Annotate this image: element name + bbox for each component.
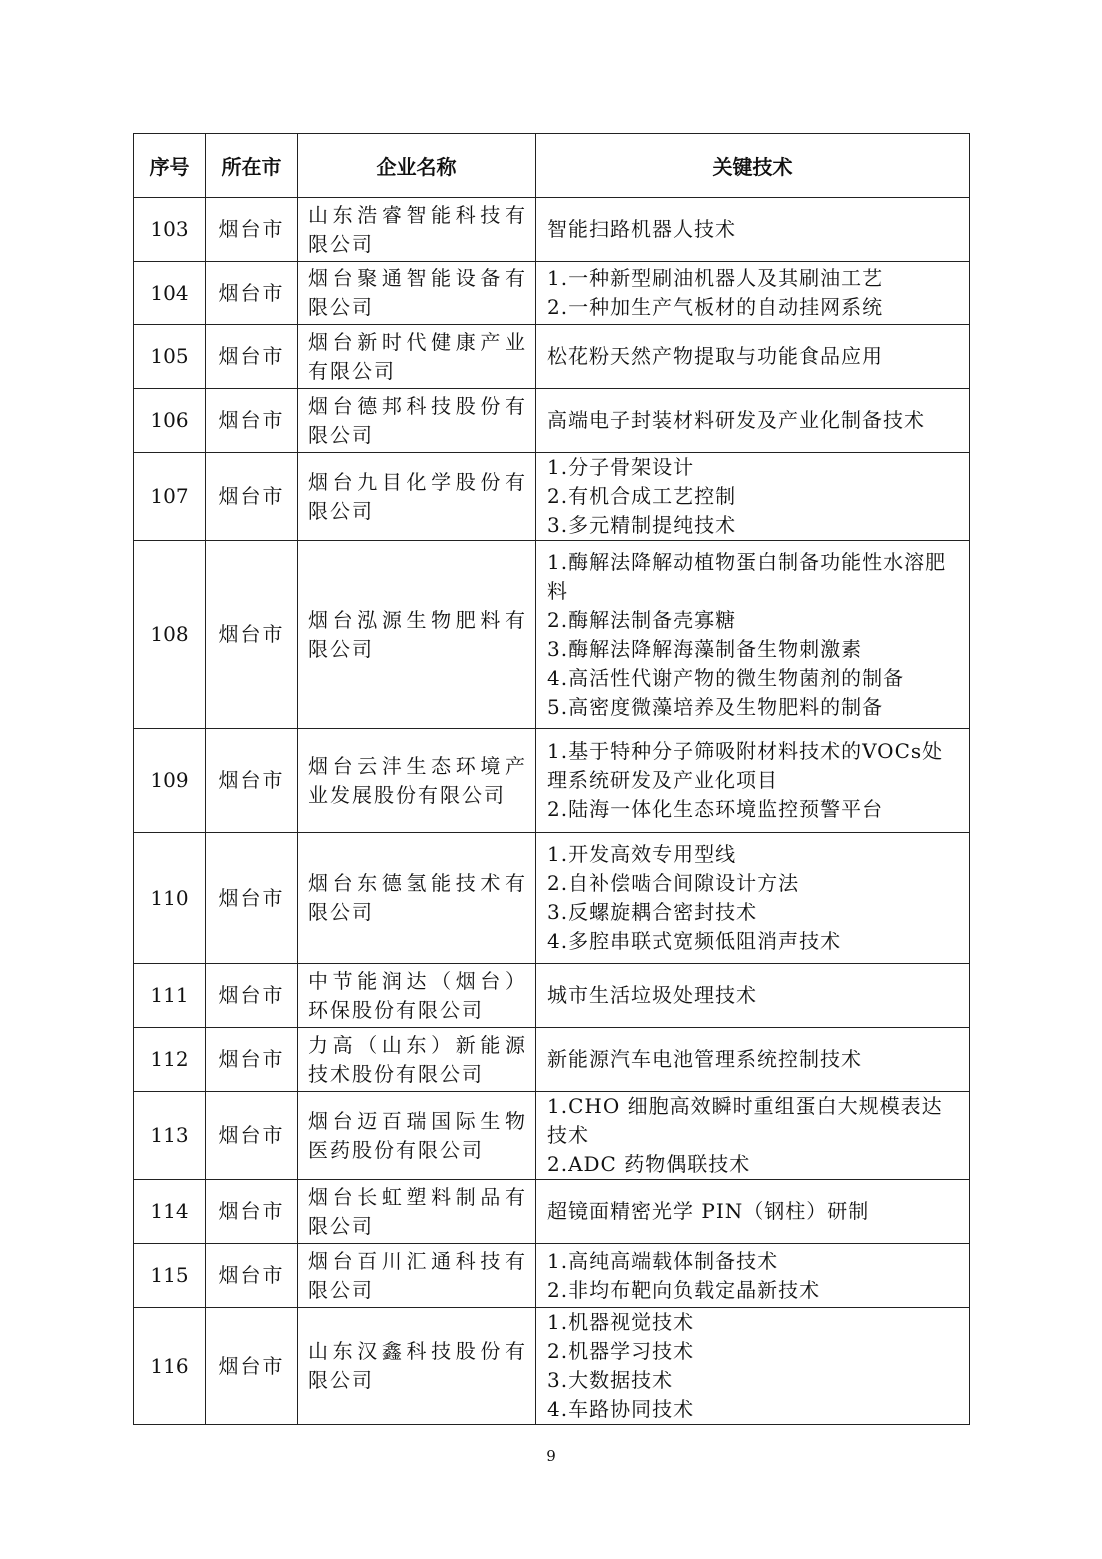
table-row <box>134 1028 970 1092</box>
row-company-name: 烟台泓源生物肥料有限公司 <box>308 607 527 661</box>
row-company-name: 烟台长虹塑料制品有限公司 <box>308 1184 527 1238</box>
row-key-tech-cell <box>536 1092 970 1180</box>
row-company-cell <box>298 325 536 389</box>
header-serial: 序号 <box>134 134 206 198</box>
row-company-name: 山东汉鑫科技股份有限公司 <box>308 1339 527 1392</box>
key-tech-item: 1.分子骨架设计 <box>547 455 695 479</box>
row-city: 烟台市 <box>206 541 298 729</box>
row-company-name: 烟台聚通智能设备有限公司 <box>308 266 527 319</box>
row-city: 烟台市 <box>206 198 298 262</box>
row-city: 烟台市 <box>206 1028 298 1092</box>
row-company-cell <box>298 964 536 1028</box>
key-tech-item: 2.自补偿啮合间隙设计方法 <box>547 871 800 895</box>
row-key-tech-cell <box>536 1180 970 1244</box>
key-tech-item: 超镜面精密光学 PIN（钢柱）研制 <box>547 1199 870 1223</box>
row-serial-number: 108 <box>134 541 206 729</box>
row-serial-number: 115 <box>134 1244 206 1308</box>
key-tech-item: 1.基于特种分子筛吸附材料技术的VOCs处理系统研发及产业化项目 <box>547 739 944 792</box>
row-city: 烟台市 <box>206 1244 298 1308</box>
table-row <box>134 964 970 1028</box>
row-serial-number: 103 <box>134 198 206 262</box>
key-tech-item: 5.高密度微藻培养及生物肥料的制备 <box>547 694 884 719</box>
row-company-name: 烟台迈百瑞国际生物医药股份有限公司 <box>308 1108 527 1162</box>
key-tech-item: 2.ADC 药物偶联技术 <box>547 1152 751 1176</box>
page-number: 9 <box>546 1447 556 1465</box>
table-row <box>134 389 970 453</box>
row-city: 烟台市 <box>206 729 298 833</box>
row-company-name: 烟台东德氢能技术有限公司 <box>308 871 527 924</box>
row-city: 烟台市 <box>206 1180 298 1244</box>
row-company-cell <box>298 389 536 453</box>
row-company-cell <box>298 1244 536 1308</box>
row-company-name: 中节能润达（烟台）环保股份有限公司 <box>308 968 527 1022</box>
row-company-cell <box>298 198 536 262</box>
row-serial-number: 109 <box>134 729 206 833</box>
row-key-tech-cell <box>536 325 970 389</box>
row-key-tech-cell <box>536 964 970 1028</box>
row-key-tech-cell <box>536 389 970 453</box>
table-body <box>134 198 970 1425</box>
key-tech-item: 1.CHO 细胞高效瞬时重组蛋白大规模表达技术 <box>547 1094 943 1147</box>
enterprise-tech-table <box>133 133 970 1425</box>
row-city: 烟台市 <box>206 1308 298 1425</box>
table-row <box>134 1180 970 1244</box>
table-row <box>134 1244 970 1308</box>
row-city: 烟台市 <box>206 453 298 541</box>
row-company-cell <box>298 541 536 729</box>
row-key-tech-cell <box>536 1308 970 1425</box>
key-tech-item: 4.多腔串联式宽频低阻消声技术 <box>547 929 842 953</box>
row-city: 烟台市 <box>206 833 298 964</box>
table-header-row <box>134 134 970 198</box>
row-key-tech-cell <box>536 1028 970 1092</box>
row-company-cell <box>298 262 536 325</box>
table-row <box>134 833 970 964</box>
row-city: 烟台市 <box>206 964 298 1028</box>
key-tech-item: 2.机器学习技术 <box>547 1339 695 1363</box>
table-row <box>134 1308 970 1425</box>
row-city: 烟台市 <box>206 262 298 325</box>
key-tech-item: 新能源汽车电池管理系统控制技术 <box>547 1047 862 1071</box>
table-row <box>134 1092 970 1180</box>
key-tech-item: 2.陆海一体化生态环境监控预警平台 <box>547 797 884 821</box>
key-tech-item: 1.高纯高端载体制备技术 <box>547 1248 779 1273</box>
key-tech-item: 2.有机合成工艺控制 <box>547 484 737 508</box>
key-tech-item: 城市生活垃圾处理技术 <box>547 983 757 1007</box>
row-company-name: 烟台德邦科技股份有限公司 <box>308 393 527 447</box>
row-company-cell <box>298 1308 536 1425</box>
key-tech-item: 1.酶解法降解动植物蛋白制备功能性水溶肥料 <box>547 549 947 603</box>
key-tech-item: 2.一种加生产气板材的自动挂网系统 <box>547 295 884 319</box>
row-company-name: 烟台九目化学股份有限公司 <box>308 469 527 523</box>
key-tech-item: 1.机器视觉技术 <box>547 1310 695 1334</box>
key-tech-item: 3.多元精制提纯技术 <box>547 513 737 537</box>
key-tech-item: 松花粉天然产物提取与功能食品应用 <box>547 344 883 368</box>
row-company-name: 烟台云沣生态环境产业发展股份有限公司 <box>308 753 527 807</box>
row-serial-number: 116 <box>134 1308 206 1425</box>
row-key-tech-cell <box>536 262 970 325</box>
row-company-name: 力高（山东）新能源技术股份有限公司 <box>308 1032 527 1086</box>
key-tech-item: 智能扫路机器人技术 <box>547 217 736 241</box>
key-tech-item: 3.酶解法降解海藻制备生物刺激素 <box>547 636 863 661</box>
row-city: 烟台市 <box>206 325 298 389</box>
key-tech-item: 3.反螺旋耦合密封技术 <box>547 900 758 924</box>
row-company-name: 烟台新时代健康产业有限公司 <box>308 329 527 383</box>
table-row <box>134 198 970 262</box>
row-city: 烟台市 <box>206 1092 298 1180</box>
table-row <box>134 262 970 325</box>
row-key-tech-cell <box>536 541 970 729</box>
row-key-tech-cell <box>536 729 970 833</box>
row-serial-number: 106 <box>134 389 206 453</box>
row-serial-number: 111 <box>134 964 206 1028</box>
table-row <box>134 729 970 833</box>
row-company-name: 烟台百川汇通科技有限公司 <box>308 1248 527 1302</box>
row-serial-number: 107 <box>134 453 206 541</box>
header-company: 企业名称 <box>298 134 536 198</box>
row-company-name: 山东浩睿智能科技有限公司 <box>308 202 527 256</box>
row-serial-number: 114 <box>134 1180 206 1244</box>
key-tech-item: 4.高活性代谢产物的微生物菌剂的制备 <box>547 665 905 690</box>
row-key-tech-cell <box>536 1244 970 1308</box>
row-company-cell <box>298 833 536 964</box>
row-serial-number: 105 <box>134 325 206 389</box>
row-key-tech-cell <box>536 198 970 262</box>
row-company-cell <box>298 1180 536 1244</box>
table-row <box>134 325 970 389</box>
header-city: 所在市 <box>206 134 298 198</box>
row-company-cell <box>298 1028 536 1092</box>
table-row <box>134 453 970 541</box>
key-tech-item: 高端电子封装材料研发及产业化制备技术 <box>547 408 925 432</box>
row-serial-number: 110 <box>134 833 206 964</box>
row-company-cell <box>298 729 536 833</box>
key-tech-item: 3.大数据技术 <box>547 1368 674 1392</box>
key-tech-item: 2.酶解法制备壳寡糖 <box>547 607 737 632</box>
row-company-cell <box>298 453 536 541</box>
row-serial-number: 112 <box>134 1028 206 1092</box>
row-city: 烟台市 <box>206 389 298 453</box>
row-company-cell <box>298 1092 536 1180</box>
key-tech-item: 1.一种新型刷油机器人及其刷油工艺 <box>547 266 884 290</box>
header-key-tech: 关键技术 <box>536 134 970 198</box>
row-key-tech-cell <box>536 453 970 541</box>
key-tech-item: 1.开发高效专用型线 <box>547 842 737 866</box>
row-key-tech-cell <box>536 833 970 964</box>
table-row <box>134 541 970 729</box>
key-tech-item: 2.非均布靶向负载定晶新技术 <box>547 1277 821 1302</box>
key-tech-item: 4.车路协同技术 <box>547 1397 695 1421</box>
row-serial-number: 104 <box>134 262 206 325</box>
row-serial-number: 113 <box>134 1092 206 1180</box>
